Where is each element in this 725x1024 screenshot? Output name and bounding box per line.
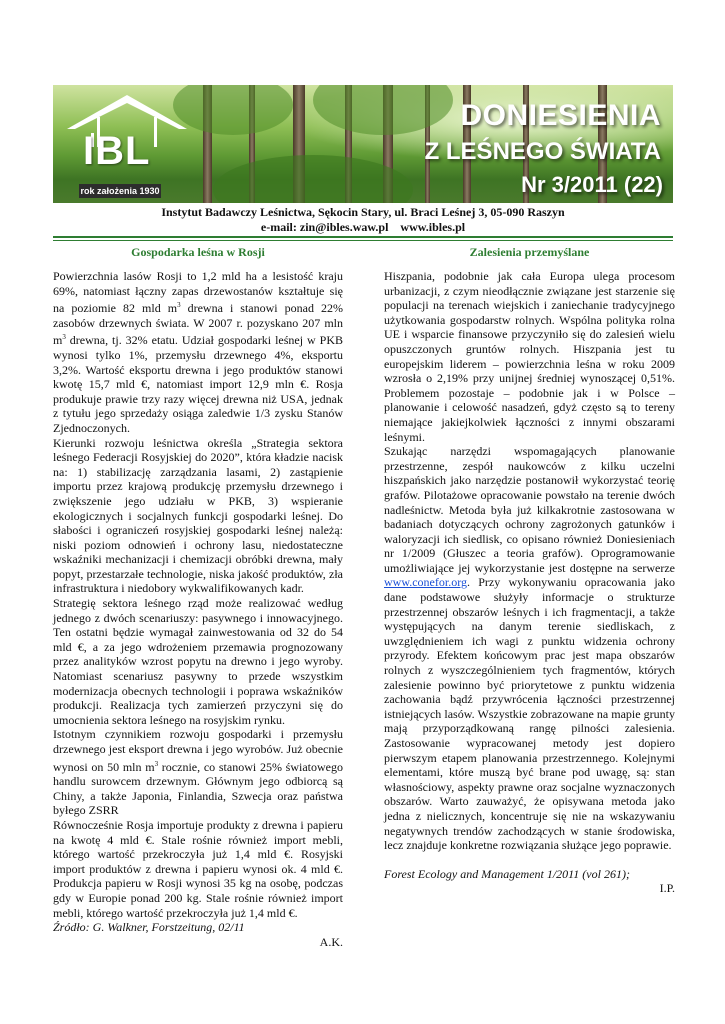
superscript: 3 xyxy=(177,301,181,310)
paragraph: Kierunki rozwoju leśnictwa określa „Strategia sektora leśnego Federacji Rosyjskiej do 2020”, która kładzie nacisk na: 1) stabilizację zarządzania lasami, 2) zastąpienie importu przez krajową produkcję przemysłu drzewnego i zwiększenie jego udziału w PKB, 3) wspieranie ekologicznych i socjalnych funkcji gospodarki leśnej. Do słabości i ograniczeń rosyjskiej gospodarki leśnej należą: niski poziom odnowień i ochrony lasu, niedostateczne wskaźniki mechanizacji i chemizacji obróbki drewna, mały popyt, przestarzałe technologie, niska jakość produktów, zła infrastruktura i niedobory wykwalifikowanych kadr. xyxy=(53,435,343,596)
article-title: Gospodarka leśna w Rosji xyxy=(131,245,265,259)
text-run: Szukając narzędzi wspomagających planowanie przestrzenne, zespół naukowców z kilku uczelni hiszpańskich jako narzędzie postanowił wykorzystać teorię grafów. Pilotażowe opracowanie powstało na terenie dwóch nadleśnictw. Metoda była już kilkakrotnie zastosowana w badaniach dotyczących ochrony zagrożonych gatunków i waloryzacji ich siedlisk, co opisano również Doniesieniach nr 1/2009 (Głuszec a teoria grafów). Oprogramowanie umożliwiające jej wykorzystanie jest dostępne na serwerze xyxy=(384,444,675,575)
superscript: 3 xyxy=(62,333,66,342)
paragraph xyxy=(53,269,343,436)
article-source: Źródło: G. Walkner, Forstzeitung, 02/11 xyxy=(53,920,245,935)
superscript: 3 xyxy=(154,759,159,768)
foliage xyxy=(313,85,453,135)
text-run: . Przy wykonywaniu opracowania jako dane podstawowe służyły informacje o strukturze przestrzennej obszarów leśnych i ich fragmentacji, a także występujących na danym terenie siedliskach, z uwzględnieniem ich wagi z punktu widzenia ochrony przyrody. Efektem końcowym prac jest mapa obszarów rolnych z wyszczególnieniem tych fragmentów, których zalesienie powinno być priorytetowe z punktu widzenia zachowania bądź przywrócenia łączności przestrzennej istniejących lasów. Wszystkie zobrazowane na mapie grunty mają przyporządkowaną rangę pilności zalesienia. Zastosowanie wypracowanej metody jest dopiero pierwszym etapem planowania przestrzennego. Kolejnymi elementami, które muszą być brane pod uwagę, są: stan własnościowy, aspekty prawne oraz socjalne wyznaczonych obszarów. Warto zauważyć, że opisywana metoda jako jedna z nielicznych, koncentruje się nie na wskazywaniu negatywnych trendów zachodzących w stanie środowiska, lecz znajduje konkretne rozwiązania służące jego poprawie. xyxy=(384,575,675,853)
institute-info xyxy=(53,205,673,235)
article-right xyxy=(384,245,675,896)
newsletter-subtitle: Z LEŚNEGO ŚWIATA xyxy=(424,138,661,165)
article-left xyxy=(53,245,343,949)
article-author: I.P. xyxy=(659,881,675,896)
newsletter-title: DONIESIENIA xyxy=(460,99,661,132)
text-run: Powierzchnia lasów Rosji to 1,2 mld ha a lesistość kraju 69%, natomiast łączny zapas drzewostanów kształtuje się na poziomie 82 mld m xyxy=(53,269,343,316)
paragraph: Hiszpania, podobnie jak cała Europa ulega procesom urbanizacji, z czym nieodłącznie związane jest starzenie się populacji na terenach wiejskich i zaniechanie tradycyjnego użytkowania gospodarstw rolnych. Wspólna polityka rolna UE i wsparcie finansowe przyczyniło się do zalesień wielu opuszczonych gruntów rolnych. Hiszpania jest tu europejskim liderem – powierzchnia leśna w roku 2009 wzrosła o 2,19% przy unijnej średniej wynoszącej 0,51%. Problemem pozostaje – podobnie jak i w Polsce – planowanie i celowość nasadzeń, gdyż często są to tereny niemające jakiejkolwiek łączności z innymi obszarami leśnymi. xyxy=(384,269,675,444)
logo-year: rok założenia 1930 xyxy=(80,186,160,196)
paragraph xyxy=(384,444,675,853)
divider xyxy=(53,240,673,241)
text-run: drewna i stanowi ponad 22% zasobów drzewnych świata. W 2007 r. pozyskano 207 mln m xyxy=(53,301,343,348)
article-author: A.K. xyxy=(319,934,343,949)
paragraph xyxy=(53,727,343,818)
text-run: drewna, tj. 32% etatu. Udział gospodarki leśnej w PKB wynosi tylko 1%, przemysłu drzewnego 4%, eksportu 3,2%. Wartość eksportu drewna i jego produktów stanowi kwotę 15,7 mld €, natomiast import 12,9 mln €. Rosja produkuje prawie trzy razy więcej drewna niż USA, jednak z tytułu jego sprzedaży osiąga zaledwie 1/3 zysku Stanów Zjednoczonych. xyxy=(53,333,343,435)
article-title: Zalesienia przemyślane xyxy=(469,245,590,259)
spacer xyxy=(384,853,675,867)
conefor-link[interactable]: www.conefor.org xyxy=(384,575,467,590)
paragraph: Równocześnie Rosja importuje produkty z drewna i papieru na kwotę 4 mld €. Stale rośnie również import mebli, którego wartość przekroczyła już 1,4 mld €. Rosyjski import produktów z drewna i papieru wynosi ok. 4 mld €. Produkcja papieru w Rosji wynosi 35 kg na osobę, podczas gdy w Europie ponad 200 kg. Stale rośnie również import mebli, którego wartość przekroczyła już 1,4 mld €. xyxy=(53,817,343,920)
header-banner xyxy=(53,85,673,203)
divider xyxy=(53,236,673,238)
paragraph: Strategię sektora leśnego rząd może realizować według jednego z dwóch scenariuszy: pasywnego i innowacyjnego. Ten ostatni będzie wymagał zainwestowania od 32 do 54 mld €, a za jego wdrożeniem przemawia prognozowany przez analityków wzrost popytu na drewno i jego wyroby. Natomiast scenariusz pasywny to przede wszystkim modernizacja obecnych technologii i poprawa wskaźników produkcji. Realizacja tych zamierzeń przyczyni się do umocnienia sektora leśnego na rosyjskim rynku. xyxy=(53,596,343,727)
institute-contact: e-mail: zin@ibles.waw.pl www.ibles.pl xyxy=(260,220,466,234)
text-run: rocznie, co stanowi 25% światowego handlu surowcem drzewnym. Głównym jego odbiorcą są Chiny, a także Japonia, Finlandia, Szwecja oraz państwa byłego ZSRR xyxy=(53,759,343,818)
article-source: Forest Ecology and Management 1/2011 (vol 261); xyxy=(384,866,630,881)
ibl-logo xyxy=(57,89,197,199)
logo-text: IBL xyxy=(83,129,151,173)
text-run: Istotnym czynnikiem rozwoju gospodarki i przemysłu drzewnego jest eksport drewna i jego wyrobów. Już obecnie wynosi on 50 mln m xyxy=(53,727,343,774)
issue-number: Nr 3/2011 (22) xyxy=(521,172,663,197)
institute-address: Instytut Badawczy Leśnictwa, Sękocin Stary, ul. Braci Leśnej 3, 05-090 Raszyn xyxy=(161,205,565,219)
